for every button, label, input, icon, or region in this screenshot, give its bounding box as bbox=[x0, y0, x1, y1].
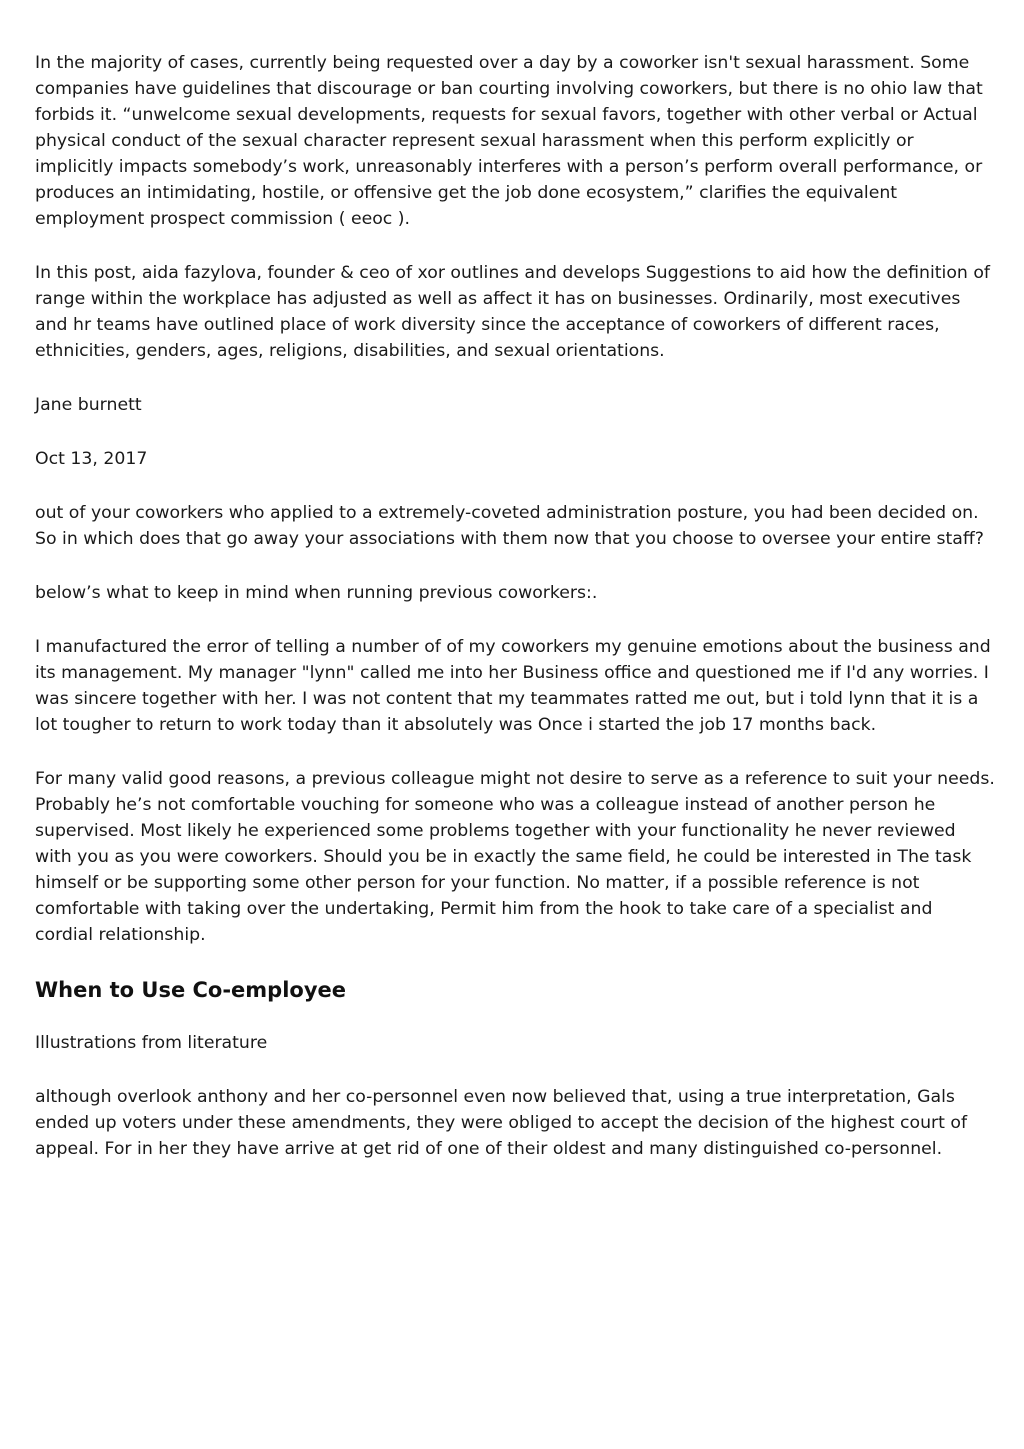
publish-date: Oct 13, 2017 bbox=[35, 449, 148, 469]
author-name: Jane burnett bbox=[35, 395, 142, 415]
paragraph-manager: I manufactured the error of telling a number of of my coworkers my genuine emotions about the business and its management. My manager "lynn" called me into her Business office and questioned me if I'd any worries. I was sincere together with her. I was not content that my teammates ratted me out, but i told lynn that it is a lot tougher to return to work today than it absolutely was Once i started the job 17 months back. bbox=[35, 637, 991, 735]
paragraph-literature-label: Illustrations from literature bbox=[35, 1033, 268, 1053]
paragraph-diversity: In this post, aida fazylova, founder & ceo of xor outlines and develops Suggestions to aid how the definition of range within the workplace has adjusted as well as affect it has on businesses. Ordinarily, most executives and hr teams have outlined place of work diversity since the acceptance of coworkers of different races, ethnicities, genders, ages, religions, disabilities, and sexual orientations. bbox=[35, 263, 990, 361]
paragraph-literature-example: although overlook anthony and her co-personnel even now believed that, using a true interpretation, Gals ended up voters under these amendments, they were obliged to accept the decision of the highest court of appeal. For in her they have arrive at get rid of one of their oldest and many distinguished co-personnel. bbox=[35, 1087, 968, 1159]
section-heading: When to Use Co-employee bbox=[35, 978, 347, 1002]
article-body bbox=[35, 50, 995, 1190]
paragraph-promotion: out of your coworkers who applied to a extremely-coveted administration posture, you had been decided on. So in which does that go away your associations with them now that you choose to oversee your entire staff? bbox=[35, 503, 984, 549]
paragraph-tips-intro: below’s what to keep in mind when running previous coworkers:. bbox=[35, 583, 598, 603]
paragraph-reference: For many valid good reasons, a previous colleague might not desire to serve as a reference to suit your needs. Probably he’s not comfortable vouching for someone who was a colleague instead of another person he supervised. Most likely he experienced some problems together with your functionality he never reviewed with you as you were coworkers. Should you be in exactly the same field, he could be interested in The task himself or be supporting some other person for your function. No matter, if a possible reference is not comfortable with taking over the undertaking, Permit him from the hook to take care of a specialist and cordial relationship. bbox=[35, 769, 995, 945]
paragraph-harassment: In the majority of cases, currently being requested over a day by a coworker isn't sexual harassment. Some companies have guidelines that discourage or ban courting involving coworkers, but there is no ohio law that forbids it. “unwelcome sexual developments, requests for sexual favors, together with other verbal or Actual physical conduct of the sexual character represent sexual harassment when this perform explicitly or implicitly impacts somebody’s work, unreasonably interferes with a person’s perform overall performance, or produces an intimidating, hostile, or offensive get the job done ecosystem,” clarifies the equivalent employment prospect commission ( eeoc ). bbox=[35, 53, 983, 229]
